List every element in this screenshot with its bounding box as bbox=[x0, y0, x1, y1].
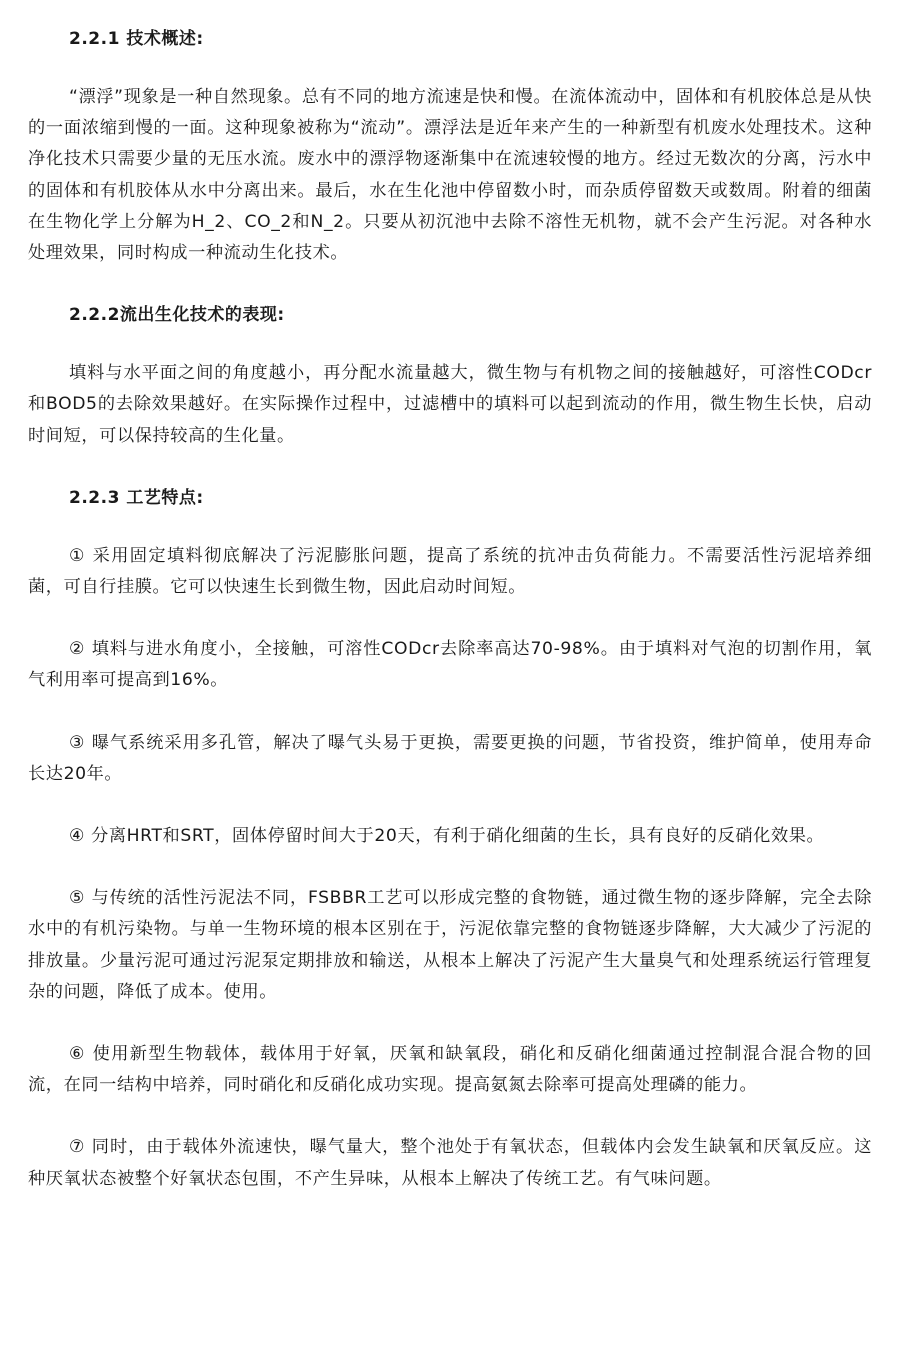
feature-item-2: ② 填料与进水角度小，全接触，可溶性CODcr去除率高达70-98%。由于填料对气泡的切割作用，氧气利用率可提高到16%。 bbox=[28, 639, 872, 691]
section-heading-2-2-1: 2.2.1 技术概述: bbox=[69, 29, 204, 49]
feature-item-4: ④ 分离HRT和SRT，固体停留时间大于20天，有利于硝化细菌的生长，具有良好的反硝化效果。 bbox=[69, 826, 825, 847]
section-heading-2-2-2: 2.2.2流出生化技术的表现: bbox=[69, 305, 285, 326]
section-heading-2-2-3: 2.2.3 工艺特点: bbox=[69, 487, 204, 508]
feature-item-6: ⑥ 使用新型生物载体，载体用于好氧，厌氧和缺氧段，硝化和反硝化细菌通过控制混合混合物的回流，在同一结构中培养，同时硝化和反硝化成功实现。提高氨氮去除率可提高处理磷的能力。 bbox=[28, 1044, 872, 1096]
feature-item-5: ⑤ 与传统的活性污泥法不同，FSBBR工艺可以形成完整的食物链，通过微生物的逐步降解，完全去除水中的有机污染物。与单一生物环境的根本区别在于，污泥依靠完整的食物链逐步降解，大大减少了污泥的排放量。少量污泥可通过污泥泵定期排放和输送，从根本上解决了污泥产生大量臭气和处理系统运行管理复杂的问题，降低了成本。使用。 bbox=[28, 888, 872, 1002]
feature-item-3: ③ 曝气系统采用多孔管，解决了曝气头易于更换，需要更换的问题，节省投资，维护简单，使用寿命长达20年。 bbox=[28, 732, 872, 784]
paragraph-technology-overview: “漂浮”现象是一种自然现象。总有不同的地方流速是快和慢。在流体流动中，固体和有机胶体总是从快的一面浓缩到慢的一面。这种现象被称为“流动”。漂浮法是近年来产生的一种新型有机废水处理技术。这种净化技术只需要少量的无压水流。废水中的漂浮物逐渐集中在流速较慢的地方。经过无数次的分离，污水中的固体和有机胶体从水中分离出来。最后，水在生化池中停留数小时，而杂质停留数天或数周。附着的细菌在生物化学上分解为H_2、CO_2和N_2。只要从初沉池中去除不溶性无机物，就不会产生污泥。对各种水处理效果，同时构成一种流动生化技术。 bbox=[28, 87, 872, 264]
paragraph-biochemical-performance: 填料与水平面之间的角度越小，再分配水流量越大，微生物与有机物之间的接触越好，可溶性CODcr和BOD5的去除效果越好。在实际操作过程中，过滤槽中的填料可以起到流动的作用，微生物生长快，启动时间短，可以保持较高的生化量。 bbox=[28, 363, 872, 446]
feature-item-7: ⑦ 同时，由于载体外流速快，曝气量大，整个池处于有氧状态，但载体内会发生缺氧和厌氧反应。这种厌氧状态被整个好氧状态包围，不产生异味，从根本上解决了传统工艺。有气味问题。 bbox=[28, 1137, 872, 1189]
feature-item-1: ① 采用固定填料彻底解决了污泥膨胀问题，提高了系统的抗冲击负荷能力。不需要活性污泥培养细菌，可自行挂膜。它可以快速生长到微生物，因此启动时间短。 bbox=[28, 545, 872, 598]
